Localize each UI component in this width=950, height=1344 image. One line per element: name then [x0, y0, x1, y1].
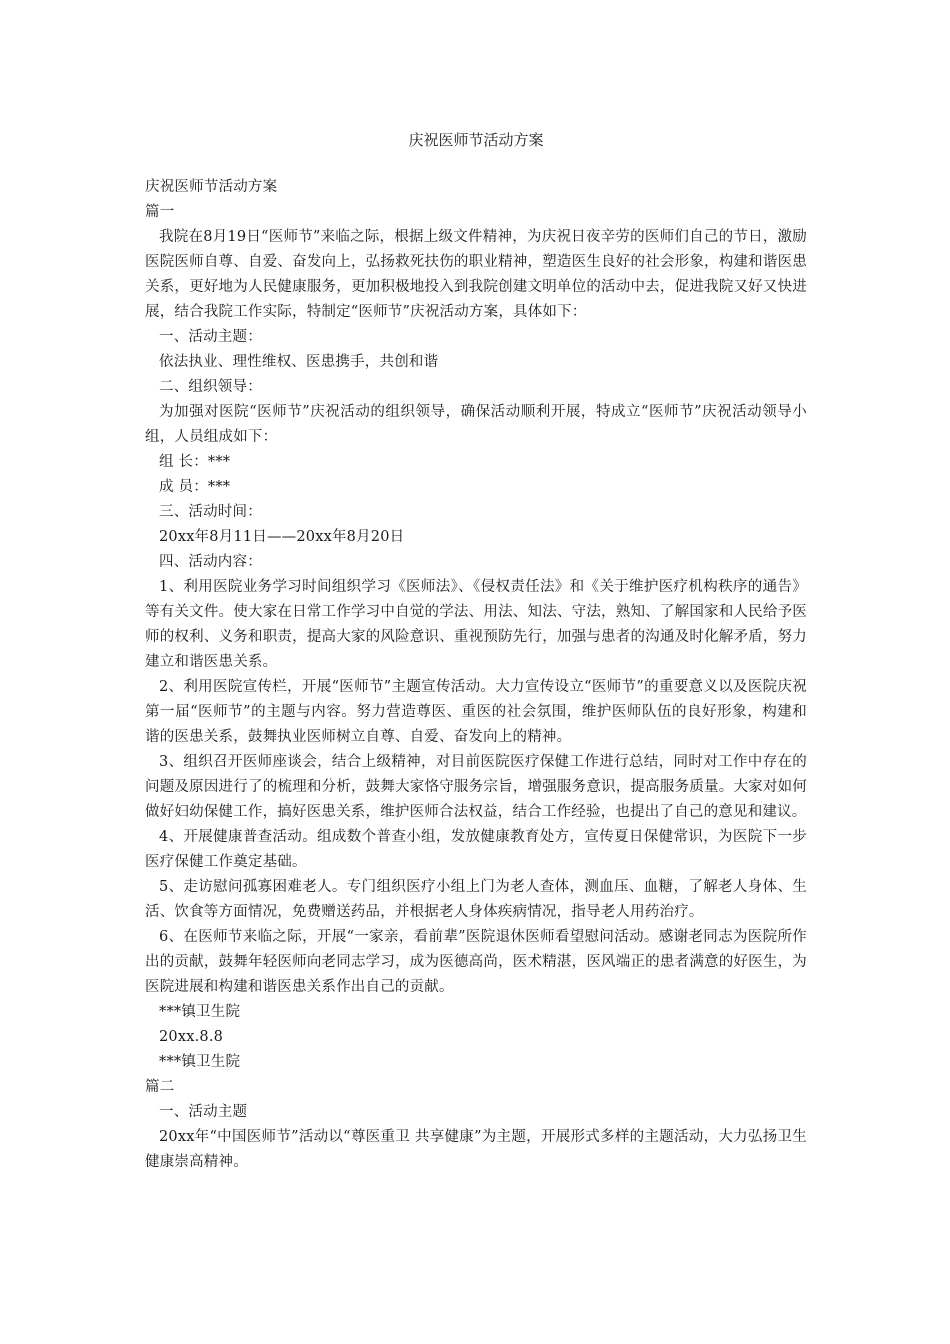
paragraph: 组 长：***	[159, 454, 231, 470]
paragraph: 20xx年“中国医师节”活动以“尊医重卫 共享健康”为主题，开展形式多样的主题活动，大力弘扬卫生健康崇高精神。	[145, 1129, 807, 1170]
paragraph: 6、在医师节来临之际，开展“一家亲，看前辈”医院退休医师看望慰问活动。感谢老同志为医院所作出的贡献，鼓舞年轻医师向老同志学习，成为医德高尚，医术精湛，医风端正的患者满意的好医生，为医院进展和构建和谐医患关系作出自己的贡献。	[145, 929, 807, 995]
paragraph: 一、活动主题：	[159, 329, 262, 345]
paragraph: 二、组织领导：	[159, 379, 262, 395]
document-body	[145, 175, 807, 1175]
paragraph: 我院在8月19日“医师节”来临之际，根据上级文件精神，为庆祝日夜辛劳的医师们自己的节日，激励医院医师自尊、自爱、奋发向上，弘扬救死扶伤的职业精神，塑造医生良好的社会形象，构建和谐医患关系，更好地为人民健康服务，更加积极地投入到我院创建文明单位的活动中去，促进我院又好又快进展，结合我院工作实际，特制定“医师节”庆祝活动方案，具体如下：	[145, 229, 807, 320]
paragraph: 2、利用医院宣传栏，开展“医师节”主题宣传活动。大力宣传设立“医师节”的重要意义以及医院庆祝第一届“医师节”的主题与内容。努力营造尊医、重医的社会氛围，维护医师队伍的良好形象，构建和谐的医患关系，鼓舞执业医师树立自尊、自爱、奋发向上的精神。	[145, 679, 807, 745]
paragraph: 依法执业、理性维权、医患携手，共创和谐	[159, 354, 439, 370]
paragraph: 3、组织召开医师座谈会，结合上级精神，对目前医院医疗保健工作进行总结，同时对工作中存在的问题及原因进行了的梳理和分析，鼓舞大家恪守服务宗旨，增强服务意识，提高服务质量。大家对如何做好妇幼保健工作，搞好医患关系，维护医师合法权益，结合工作经验，也提出了自己的意见和建议。	[145, 754, 807, 820]
paragraph: 篇一	[145, 204, 175, 220]
paragraph: 1、利用医院业务学习时间组织学习《医师法》、《侵权责任法》和《关于维护医疗机构秩序的通告》等有关文件。使大家在日常工作学习中自觉的学法、用法、知法、守法，熟知、了解国家和人民给予医师的权利、义务和职责，提高大家的风险意识、重视预防先行，加强与患者的沟通及时化解矛盾，努力建立和谐医患关系。	[145, 579, 807, 670]
paragraph: 成 员：***	[159, 479, 231, 495]
paragraph: 篇二	[145, 1079, 175, 1095]
paragraph: 四、活动内容：	[159, 554, 262, 570]
paragraph: 20xx.8.8	[159, 1029, 224, 1045]
paragraph: ***镇卫生院	[159, 1004, 241, 1020]
paragraph: 为加强对医院“医师节”庆祝活动的组织领导，确保活动顺利开展，特成立“医师节”庆祝活动领导小组，人员组成如下：	[145, 404, 807, 445]
paragraph: 4、开展健康普查活动。组成数个普查小组，发放健康教育处方，宣传夏日保健常识，为医院下一步医疗保健工作奠定基础。	[145, 829, 807, 870]
document-title: 庆祝医师节活动方案	[408, 131, 544, 149]
paragraph: 三、活动时间：	[159, 504, 262, 520]
paragraph: 5、走访慰问孤寡困难老人。专门组织医疗小组上门为老人查体，测血压、血糖，了解老人身体、生活、饮食等方面情况，免费赠送药品，并根据老人身体疾病情况，指导老人用药治疗。	[145, 879, 807, 920]
paragraph: 庆祝医师节活动方案	[145, 179, 278, 195]
paragraph: 20xx年8月11日——20xx年8月20日	[159, 529, 405, 545]
paragraph: ***镇卫生院	[159, 1054, 241, 1070]
paragraph: 一、活动主题	[159, 1104, 248, 1120]
